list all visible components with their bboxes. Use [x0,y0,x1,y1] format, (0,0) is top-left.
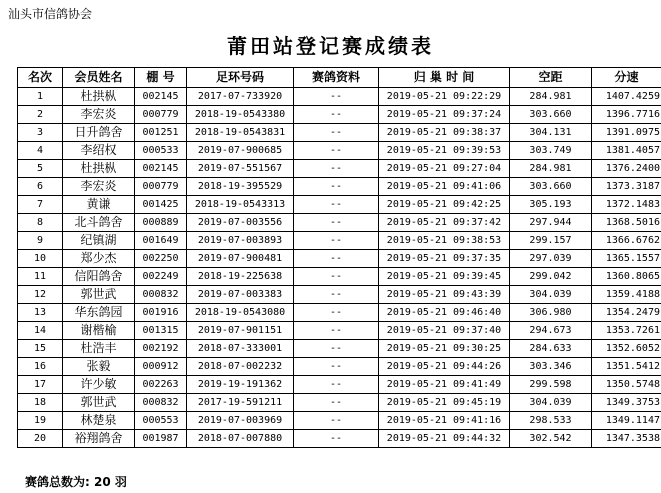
arrival-time-cell: 2019-05-21 09:38:37 [379,124,510,142]
arrival-time-cell: 2019-05-21 09:39:45 [379,268,510,286]
arrival-time-cell: 2019-05-21 09:37:40 [379,322,510,340]
pigeon-info-cell: -- [294,376,379,394]
ring-number-cell: 2018-19-225638 [187,268,294,286]
pigeon-info-cell: -- [294,178,379,196]
table-row [18,358,661,376]
total-pigeons-count: 赛鸽总数为: 20 羽 [25,475,127,489]
pigeon-info-cell: -- [294,412,379,430]
column-header-speed: 分速 [592,68,661,88]
arrival-time-cell: 2019-05-21 09:41:49 [379,376,510,394]
rank-cell: 4 [18,142,63,160]
rank-cell: 1 [18,88,63,106]
ring-number-cell: 2018-07-333001 [187,340,294,358]
speed-cell: 1351.5412 [592,358,661,376]
member-name-cell: 张毅 [63,358,135,376]
member-name-cell: 日升鸽舍 [63,124,135,142]
loft-number-cell: 000779 [135,178,187,196]
distance-cell: 305.193 [510,196,592,214]
distance-cell: 302.542 [510,430,592,448]
loft-number-cell: 000832 [135,394,187,412]
arrival-time-cell: 2019-05-21 09:37:35 [379,250,510,268]
distance-cell: 304.039 [510,286,592,304]
member-name-cell: 纪镇湖 [63,232,135,250]
distance-cell: 303.660 [510,106,592,124]
ring-number-cell: 2017-07-733920 [187,88,294,106]
table-row [18,232,661,250]
distance-cell: 304.131 [510,124,592,142]
rank-cell: 2 [18,106,63,124]
loft-number-cell: 002250 [135,250,187,268]
page-title: 莆田站登记赛成绩表 [227,34,434,58]
table-row [18,412,661,430]
table-row [18,214,661,232]
pigeon-info-cell: -- [294,232,379,250]
arrival-time-cell: 2019-05-21 09:41:16 [379,412,510,430]
speed-cell: 1372.1483 [592,196,661,214]
loft-number-cell: 001251 [135,124,187,142]
ring-number-cell: 2017-19-591211 [187,394,294,412]
speed-cell: 1353.7261 [592,322,661,340]
member-name-cell: 北斗鸽舍 [63,214,135,232]
ring-number-cell: 2018-19-0543080 [187,304,294,322]
pigeon-info-cell: -- [294,142,379,160]
column-header-loft-number: 棚 号 [135,68,187,88]
loft-number-cell: 002192 [135,340,187,358]
speed-cell: 1391.0975 [592,124,661,142]
table-row [18,88,661,106]
arrival-time-cell: 2019-05-21 09:22:29 [379,88,510,106]
distance-cell: 306.980 [510,304,592,322]
member-name-cell: 许少敏 [63,376,135,394]
arrival-time-cell: 2019-05-21 09:45:19 [379,394,510,412]
rank-cell: 19 [18,412,63,430]
arrival-time-cell: 2019-05-21 09:27:04 [379,160,510,178]
loft-number-cell: 002145 [135,160,187,178]
speed-cell: 1360.8065 [592,268,661,286]
table-row [18,268,661,286]
member-name-cell: 黄谦 [63,196,135,214]
table-row [18,178,661,196]
rank-cell: 15 [18,340,63,358]
ring-number-cell: 2018-19-0543313 [187,196,294,214]
pigeon-info-cell: -- [294,358,379,376]
member-name-cell: 杜拱枞 [63,88,135,106]
arrival-time-cell: 2019-05-21 09:46:40 [379,304,510,322]
distance-cell: 304.039 [510,394,592,412]
speed-cell: 1349.1147 [592,412,661,430]
distance-cell: 297.944 [510,214,592,232]
loft-number-cell: 000912 [135,358,187,376]
table-row [18,160,661,178]
ring-number-cell: 2019-07-003383 [187,286,294,304]
loft-number-cell: 001649 [135,232,187,250]
loft-number-cell: 002145 [135,88,187,106]
rank-cell: 10 [18,250,63,268]
arrival-time-cell: 2019-05-21 09:38:53 [379,232,510,250]
pigeon-info-cell: -- [294,196,379,214]
pigeon-info-cell: -- [294,88,379,106]
table-row [18,250,661,268]
column-header-rank: 名次 [18,68,63,88]
table-row [18,106,661,124]
loft-number-cell: 000779 [135,106,187,124]
member-name-cell: 华东鸽园 [63,304,135,322]
member-name-cell: 杜浩丰 [63,340,135,358]
rank-cell: 3 [18,124,63,142]
pigeon-info-cell: -- [294,304,379,322]
table-row [18,394,661,412]
table-row [18,142,661,160]
speed-cell: 1359.4188 [592,286,661,304]
table-header-row [18,68,661,88]
table-row [18,340,661,358]
arrival-time-cell: 2019-05-21 09:44:32 [379,430,510,448]
speed-cell: 1349.3753 [592,394,661,412]
distance-cell: 284.981 [510,160,592,178]
member-name-cell: 郭世武 [63,394,135,412]
rank-cell: 11 [18,268,63,286]
rank-cell: 20 [18,430,63,448]
rank-cell: 18 [18,394,63,412]
member-name-cell: 郭世武 [63,286,135,304]
pigeon-info-cell: -- [294,286,379,304]
ring-number-cell: 2018-07-002232 [187,358,294,376]
ring-number-cell: 2018-07-007880 [187,430,294,448]
speed-cell: 1368.5016 [592,214,661,232]
rank-cell: 7 [18,196,63,214]
table-row [18,124,661,142]
rank-cell: 17 [18,376,63,394]
pigeon-info-cell: -- [294,214,379,232]
loft-number-cell: 002249 [135,268,187,286]
pigeon-info-cell: -- [294,340,379,358]
loft-number-cell: 000533 [135,142,187,160]
loft-number-cell: 000832 [135,286,187,304]
member-name-cell: 林楚泉 [63,412,135,430]
column-header-arrival-time: 归 巢 时 间 [379,68,510,88]
pigeon-info-cell: -- [294,160,379,178]
distance-cell: 299.157 [510,232,592,250]
loft-number-cell: 001916 [135,304,187,322]
rank-cell: 14 [18,322,63,340]
member-name-cell: 谢楷榆 [63,322,135,340]
table-row [18,286,661,304]
pigeon-info-cell: -- [294,124,379,142]
member-name-cell: 郑少杰 [63,250,135,268]
table-row [18,304,661,322]
speed-cell: 1366.6762 [592,232,661,250]
ring-number-cell: 2019-19-191362 [187,376,294,394]
loft-number-cell: 000889 [135,214,187,232]
distance-cell: 299.598 [510,376,592,394]
ring-number-cell: 2018-19-0543831 [187,124,294,142]
speed-cell: 1347.3538 [592,430,661,448]
speed-cell: 1376.2400 [592,160,661,178]
loft-number-cell: 001315 [135,322,187,340]
member-name-cell: 李绍权 [63,142,135,160]
pigeon-info-cell: -- [294,106,379,124]
member-name-cell: 李宏炎 [63,106,135,124]
distance-cell: 298.533 [510,412,592,430]
distance-cell: 284.633 [510,340,592,358]
pigeon-info-cell: -- [294,250,379,268]
arrival-time-cell: 2019-05-21 09:44:26 [379,358,510,376]
ring-number-cell: 2018-19-0543380 [187,106,294,124]
speed-cell: 1407.4259 [592,88,661,106]
rank-cell: 13 [18,304,63,322]
column-header-pigeon-info: 赛鸽资料 [294,68,379,88]
ring-number-cell: 2019-07-900481 [187,250,294,268]
distance-cell: 284.981 [510,88,592,106]
speed-cell: 1365.1557 [592,250,661,268]
speed-cell: 1352.6052 [592,340,661,358]
rank-cell: 5 [18,160,63,178]
distance-cell: 299.042 [510,268,592,286]
ring-number-cell: 2019-07-901151 [187,322,294,340]
pigeon-info-cell: -- [294,430,379,448]
pigeon-info-cell: -- [294,394,379,412]
table-row [18,196,661,214]
rank-cell: 6 [18,178,63,196]
ring-number-cell: 2019-07-003893 [187,232,294,250]
member-name-cell: 信阳鸽舍 [63,268,135,286]
speed-cell: 1354.2479 [592,304,661,322]
distance-cell: 303.346 [510,358,592,376]
ring-number-cell: 2019-07-900685 [187,142,294,160]
arrival-time-cell: 2019-05-21 09:37:24 [379,106,510,124]
rank-cell: 8 [18,214,63,232]
column-header-distance: 空距 [510,68,592,88]
arrival-time-cell: 2019-05-21 09:39:53 [379,142,510,160]
rank-cell: 12 [18,286,63,304]
speed-cell: 1396.7716 [592,106,661,124]
loft-number-cell: 002263 [135,376,187,394]
ring-number-cell: 2019-07-003556 [187,214,294,232]
distance-cell: 294.673 [510,322,592,340]
distance-cell: 303.749 [510,142,592,160]
loft-number-cell: 000553 [135,412,187,430]
ring-number-cell: 2019-07-003969 [187,412,294,430]
arrival-time-cell: 2019-05-21 09:43:39 [379,286,510,304]
member-name-cell: 杜拱枞 [63,160,135,178]
member-name-cell: 裕翔鸽舍 [63,430,135,448]
pigeon-info-cell: -- [294,322,379,340]
ring-number-cell: 2019-07-551567 [187,160,294,178]
organization-name: 汕头市信鸽协会 [8,7,93,21]
table-row [18,376,661,394]
arrival-time-cell: 2019-05-21 09:30:25 [379,340,510,358]
speed-cell: 1350.5748 [592,376,661,394]
column-header-member-name: 会员姓名 [63,68,135,88]
arrival-time-cell: 2019-05-21 09:37:42 [379,214,510,232]
rank-cell: 9 [18,232,63,250]
loft-number-cell: 001425 [135,196,187,214]
distance-cell: 297.039 [510,250,592,268]
member-name-cell: 李宏炎 [63,178,135,196]
speed-cell: 1373.3187 [592,178,661,196]
column-header-ring-number: 足环号码 [187,68,294,88]
arrival-time-cell: 2019-05-21 09:42:25 [379,196,510,214]
table-row [18,430,661,448]
results-table [17,67,661,448]
pigeon-info-cell: -- [294,268,379,286]
loft-number-cell: 001987 [135,430,187,448]
ring-number-cell: 2018-19-395529 [187,178,294,196]
table-row [18,322,661,340]
rank-cell: 16 [18,358,63,376]
speed-cell: 1381.4057 [592,142,661,160]
arrival-time-cell: 2019-05-21 09:41:06 [379,178,510,196]
distance-cell: 303.660 [510,178,592,196]
